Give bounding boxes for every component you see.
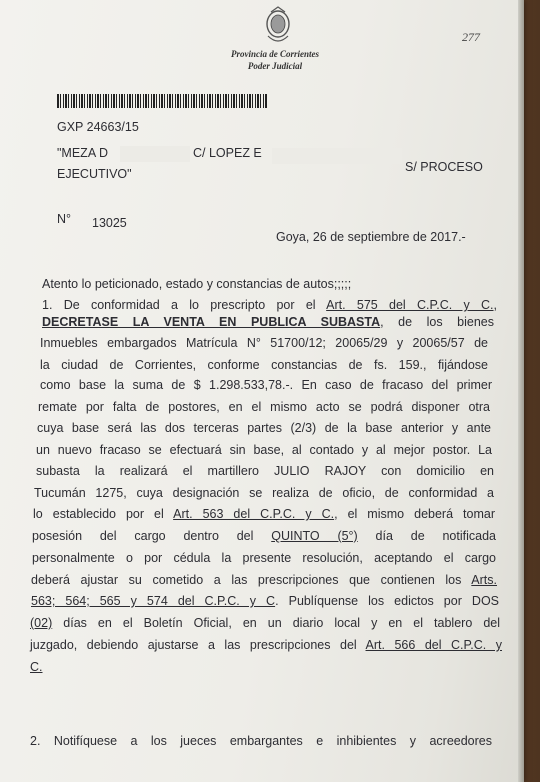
text-segment: días en el Boletín Oficial, en un diario local y en el tablero del: [52, 616, 500, 630]
case-title-part-a: "MEZA D: [57, 146, 108, 160]
text-segment: Tucumán 1275, cuya designación se realiza de oficio, de conformidad a: [34, 486, 494, 500]
text-segment: subasta la realizará el martillero JULIO RAJOY con domicilio en: [36, 464, 494, 478]
text-segment: , el mismo deberá tomar: [334, 507, 496, 521]
paragraph-1-line: [32, 529, 496, 543]
legal-reference: 563; 564; 565 y 574 del C.P.C. y C: [31, 594, 276, 608]
legal-reference: Art. 563 del C.P.C. y C.: [173, 507, 335, 521]
paragraph-1-line: [32, 551, 496, 565]
folio-number: 277: [462, 30, 480, 44]
text-segment: remate por falta de postores, en el mismo acto se podrá disponer otra: [38, 400, 490, 414]
legal-reference: DECRETASE LA VENTA EN PUBLICA SUBASTA: [42, 315, 381, 329]
barcode: [57, 94, 267, 108]
legal-reference: Art. 575 del C.P.C. y C.: [326, 298, 494, 312]
paragraph-1-line: [38, 400, 490, 414]
paragraph-1-line: [30, 616, 500, 630]
text-segment: , de los bienes: [380, 315, 494, 329]
paragraph-1-line: [34, 486, 494, 500]
paragraph-2: 2. Notifíquese a los jueces embargantes e inhibientes y acreedores: [30, 734, 492, 748]
case-number: GXP 24663/15: [57, 120, 139, 134]
legal-reference: Arts.: [471, 573, 497, 587]
header-province: Provincia de Corrientes: [231, 49, 319, 59]
legal-reference: Art. 566 del C.P.C. y: [365, 638, 502, 652]
legal-reference: C.: [30, 660, 43, 674]
case-title-line2: EJECUTIVO": [57, 167, 132, 181]
legal-reference: (02): [30, 616, 53, 630]
header-branch: Poder Judicial: [247, 61, 303, 71]
text-segment: personalmente o por cédula la presente resolución, aceptando el cargo: [32, 551, 496, 565]
text-segment: día de notificada: [357, 529, 496, 543]
case-title-part-b: C/ LOPEZ E: [193, 146, 262, 160]
paragraph-1-line: [42, 298, 497, 312]
resolution-number: 13025: [92, 216, 127, 230]
redaction-block: [120, 146, 190, 162]
place-date: Goya, 26 de septiembre de 2017.-: [276, 230, 466, 244]
redaction-block: [272, 148, 402, 164]
resolution-label: N°: [57, 212, 72, 226]
text-segment: juzgado, debiendo ajustarse a las prescripciones del: [30, 638, 366, 652]
paragraph-1-line: [37, 421, 491, 435]
paragraph-1-line: [42, 315, 494, 329]
paragraph-1-line: [33, 507, 495, 521]
paragraph-1-line: [40, 336, 488, 350]
coat-of-arms-icon: [262, 6, 294, 46]
paragraph-1-line: [31, 573, 497, 587]
text-segment: la ciudad de Corrientes, conforme constancias de fs. 159., fijándose: [40, 358, 488, 372]
text-segment: un nuevo fracaso se efectuará sin base, al contado y al mejor postor. La: [36, 443, 492, 457]
text-segment: deberá ajustar su cometido a las prescripciones que contienen los: [31, 573, 472, 587]
intro-line: Atento lo peticionado, estado y constancias de autos;;;;;: [42, 277, 352, 291]
text-segment: posesión del cargo dentro del: [32, 529, 272, 543]
paragraph-1-line: [30, 638, 502, 652]
text-segment: Inmuebles embargados Matrícula N° 51700/12; 20065/29 y 20065/57 de: [40, 336, 488, 350]
paragraph-1-line: [30, 660, 502, 674]
case-title-part-c: S/ PROCESO: [405, 160, 483, 174]
page-edge: [518, 0, 524, 782]
text-segment: cuya base será las dos terceras partes (2/3) de la base anterior y ante: [37, 421, 491, 435]
paragraph-1-line: [31, 594, 499, 608]
paragraph-1-line: [40, 358, 488, 372]
text-segment: ,: [493, 298, 497, 312]
paragraph-1-line: [40, 378, 492, 392]
text-segment: como base la suma de $ 1.298.533,78.-. En caso de fracaso del primer: [40, 378, 492, 392]
legal-reference: . Publíquense los edictos por DOS: [275, 594, 500, 608]
paragraph-1-line: [36, 443, 492, 457]
text-segment: 1. De conformidad a lo prescripto por el: [42, 298, 327, 312]
legal-reference: QUINTO (5°): [271, 529, 358, 543]
paragraph-1-line: [36, 464, 494, 478]
text-segment: lo establecido por el: [33, 507, 174, 521]
